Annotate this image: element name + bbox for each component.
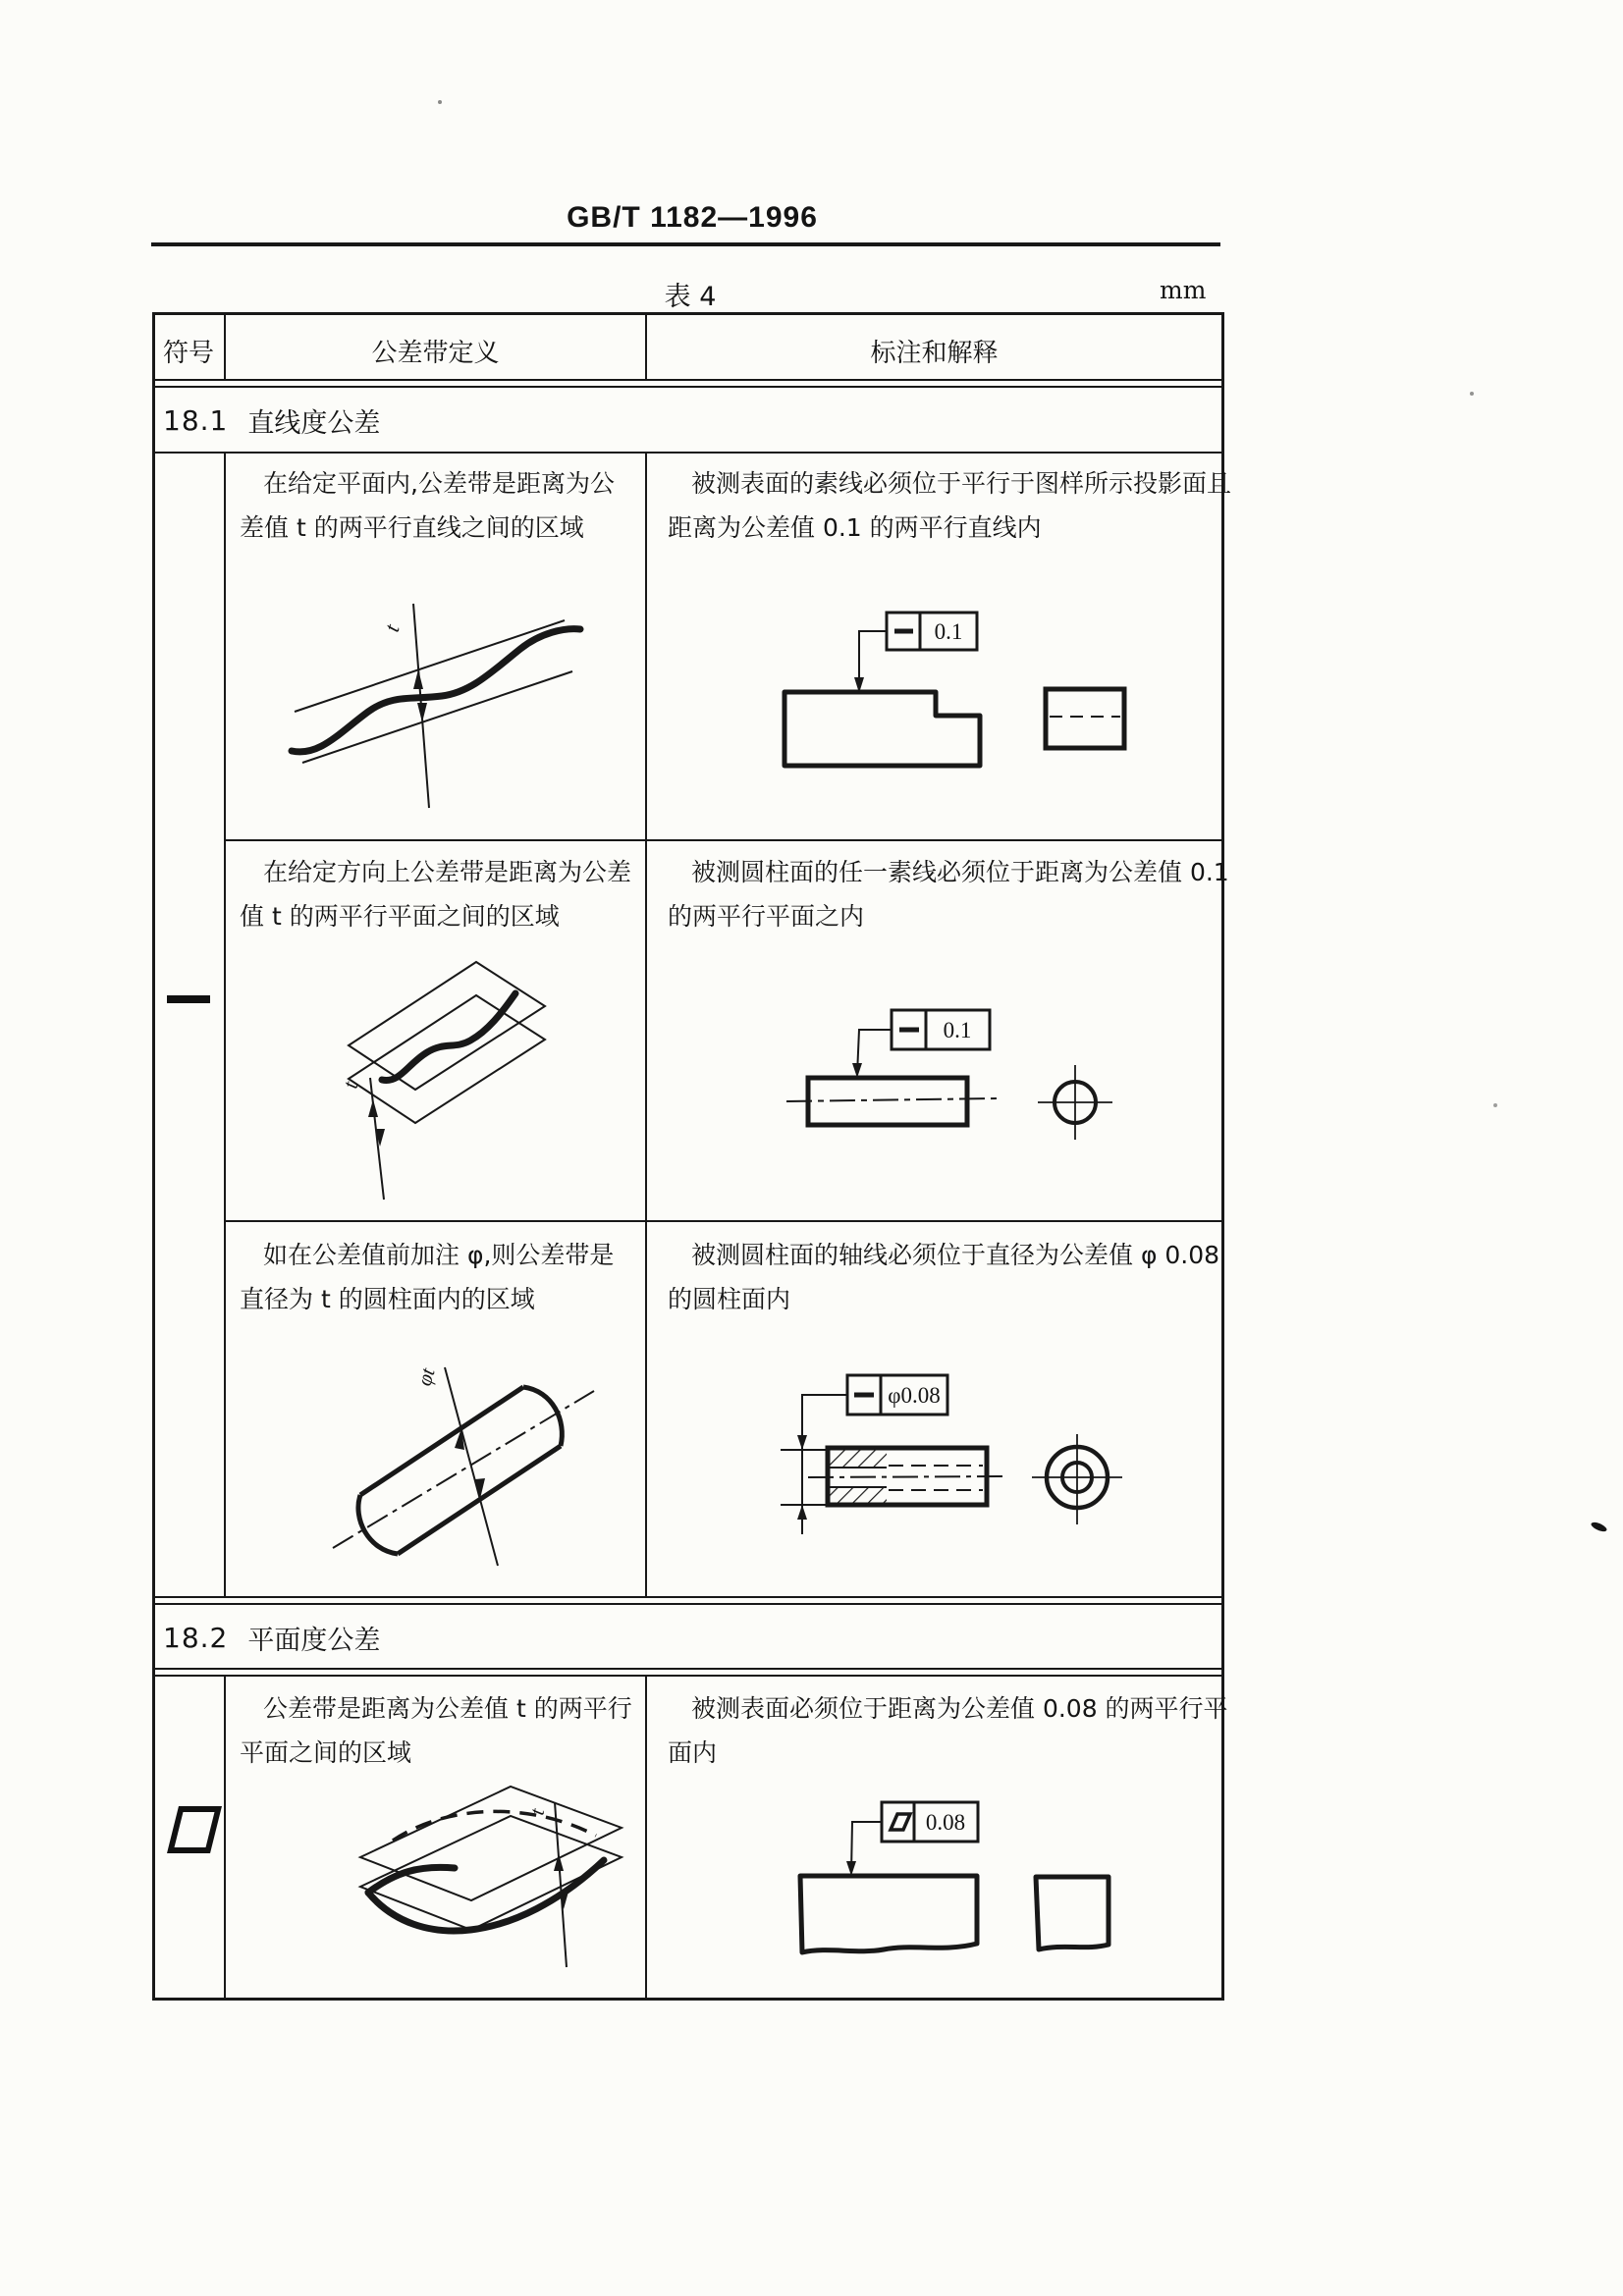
- scan-speck: [438, 100, 442, 104]
- interpretation-text: 的两平行平面之内: [668, 902, 865, 931]
- interpretation-text: 被测圆柱面的轴线必须位于直径为公差值 φ 0.08: [691, 1241, 1220, 1269]
- table-caption: 表 4: [664, 282, 717, 312]
- cylinder-left-cap: [358, 1495, 398, 1554]
- column-header-symbol: 符号: [162, 339, 214, 368]
- tolerance-value: 0.1: [934, 619, 963, 644]
- interpretation-cell-row4: [656, 1686, 1228, 1775]
- cylinder-right-cap: [523, 1387, 562, 1446]
- section2-top-rule-2: [152, 1603, 1224, 1605]
- definition-cell-row3: [228, 1233, 632, 1321]
- header-rule: [151, 242, 1220, 246]
- zone-diagram-parallel-planes: [319, 952, 653, 1217]
- scan-speck: [1470, 392, 1474, 396]
- definition-text: 在给定方向上公差带是距离为公差: [263, 858, 632, 886]
- interpretation-text: 被测圆柱面的任一素线必须位于距离为公差值 0.1: [691, 858, 1229, 886]
- tolerance-value: 0.1: [943, 1018, 972, 1042]
- annotation-diagram-tube-section: [751, 1360, 1163, 1566]
- section2-top-rule-1: [152, 1596, 1224, 1598]
- tolerance-value: φ0.08: [888, 1383, 941, 1408]
- zone-diagram-given-plane: [241, 574, 633, 829]
- centerline: [333, 1391, 594, 1548]
- flatness-symbol: [891, 1814, 910, 1830]
- interpretation-cell-row1: [656, 461, 1232, 550]
- table-border-top: [152, 312, 1224, 315]
- section-row-18-1: [163, 391, 380, 450]
- arrow-up-icon: [413, 669, 423, 689]
- header-row-rule-1: [152, 379, 1224, 381]
- lower-plane: [349, 995, 545, 1123]
- section-title: 平面度公差: [247, 1625, 381, 1656]
- row2-row3-rule: [225, 1220, 1224, 1222]
- actual-line-curve: [292, 629, 580, 752]
- flatness-symbol: [167, 1806, 222, 1853]
- interpretation-text: 被测表面的素线必须位于平行于图样所示投影面且: [691, 469, 1232, 498]
- zone-width-label: φt: [411, 1364, 440, 1389]
- dimension-arrow-icon: [797, 1435, 807, 1450]
- column-header-definition: 公差带定义: [371, 339, 500, 368]
- arrow-down-icon: [417, 703, 427, 722]
- part-outline: [784, 692, 980, 766]
- definition-text: 平面之间的区域: [240, 1738, 412, 1767]
- header-row-rule-2: [152, 386, 1224, 388]
- interpretation-text: 被测表面必须位于距离为公差值 0.08 的两平行平: [691, 1694, 1228, 1723]
- col-divider-1-section2: [224, 1675, 226, 2000]
- interpretation-text: 距离为公差值 0.1 的两平行直线内: [668, 513, 1042, 542]
- table-border-right: [1221, 312, 1224, 2001]
- tolerance-width-line: [445, 1367, 498, 1566]
- definition-text: 如在公差值前加注 φ,则公差带是: [263, 1241, 615, 1269]
- leader-line: [851, 1822, 882, 1873]
- interpretation-text: 的圆柱面内: [668, 1285, 791, 1313]
- upper-plane: [349, 962, 545, 1090]
- annotation-diagram-cylinder: [751, 996, 1163, 1193]
- zone-width-label: t: [524, 1806, 550, 1818]
- interpretation-text: 面内: [668, 1738, 718, 1767]
- page-title: GB/T 1182—1996: [567, 201, 818, 234]
- section1-rule: [152, 452, 1224, 454]
- definition-text: 在给定平面内,公差带是距离为公: [263, 469, 615, 498]
- section-number: 18.1: [163, 403, 229, 437]
- definition-text: 值 t 的两平行平面之间的区域: [240, 902, 560, 931]
- section-title: 直线度公差: [247, 407, 381, 439]
- arrow-up-icon: [368, 1099, 378, 1117]
- scan-speck: [1590, 1520, 1607, 1533]
- scan-speck: [1493, 1103, 1497, 1107]
- definition-text: 差值 t 的两平行直线之间的区域: [240, 513, 584, 542]
- zone-width-label: t: [337, 1079, 363, 1092]
- row1-row2-rule: [225, 839, 1224, 841]
- column-header-interpretation: 标注和解释: [870, 339, 999, 368]
- side-view-outline: [1036, 1877, 1109, 1949]
- zone-diagram-flatness: [309, 1747, 663, 1993]
- end-view-outline: [1046, 689, 1124, 748]
- annotation-diagram-flat-block: [741, 1789, 1154, 1990]
- dimension-arrow-icon: [797, 1505, 807, 1520]
- interpretation-cell-row3: [656, 1233, 1220, 1321]
- table-border-bottom: [152, 1998, 1224, 2001]
- unit-label: mm: [1160, 276, 1207, 304]
- interpretation-cell-row2: [656, 850, 1229, 938]
- arrow-down-icon: [559, 1892, 568, 1909]
- hatched-section: [830, 1450, 887, 1468]
- zone-width-label: t: [378, 620, 405, 635]
- hatched-section: [830, 1487, 887, 1503]
- col-divider-1-section1: [224, 452, 226, 1598]
- definition-text: 公差带是距离为公差值 t 的两平行: [263, 1694, 632, 1723]
- definition-cell-row1: [228, 461, 632, 550]
- definition-cell-row2: [228, 850, 632, 938]
- centerline: [808, 1476, 1008, 1477]
- tolerance-value: 0.08: [925, 1810, 966, 1835]
- part-outline: [800, 1876, 977, 1952]
- section-number: 18.2: [163, 1621, 229, 1654]
- section-row-18-2: [163, 1608, 380, 1667]
- section2-bottom-rule-2: [152, 1675, 1224, 1677]
- leader-line: [857, 1030, 892, 1075]
- annotation-diagram-stepped-block: [722, 587, 1154, 823]
- zone-diagram-cylindrical-zone: [270, 1330, 643, 1585]
- table-border-left: [152, 312, 155, 2001]
- section2-bottom-rule-1: [152, 1668, 1224, 1670]
- straightness-symbol: [167, 995, 210, 1003]
- definition-text: 直径为 t 的圆柱面内的区域: [240, 1285, 535, 1313]
